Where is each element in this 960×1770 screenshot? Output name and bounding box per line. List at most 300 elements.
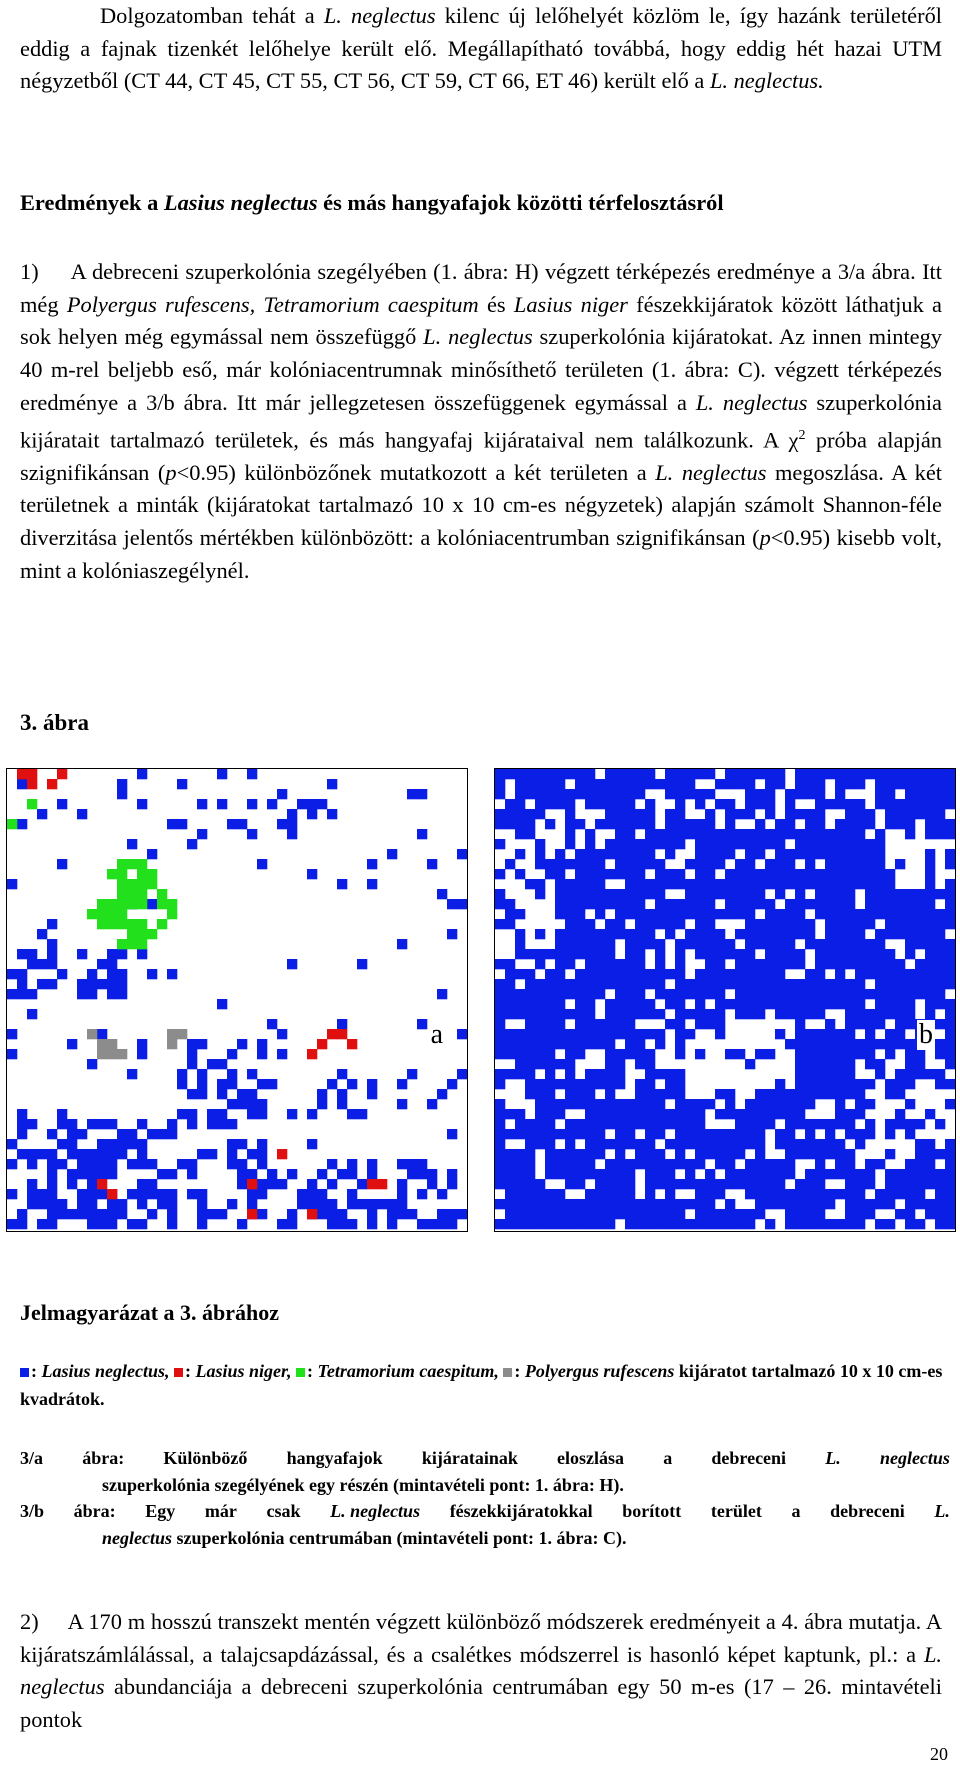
quadrat-neglectus <box>945 899 955 909</box>
quadrat-neglectus <box>675 989 685 999</box>
quadrat-neglectus <box>267 1079 277 1089</box>
quadrat-neglectus <box>825 999 835 1009</box>
quadrat-neglectus <box>785 1039 795 1049</box>
quadrat-neglectus <box>307 799 317 809</box>
quadrat-neglectus <box>755 1109 765 1119</box>
quadrat-neglectus <box>785 1139 795 1149</box>
quadrat-neglectus <box>775 819 785 829</box>
quadrat-neglectus <box>635 899 645 909</box>
quadrat-neglectus <box>935 929 945 939</box>
quadrat-neglectus <box>765 1099 775 1109</box>
quadrat-neglectus <box>585 1209 595 1219</box>
quadrat-tetramorium <box>137 899 147 909</box>
quadrat-neglectus <box>645 859 655 869</box>
quadrat-tetramorium <box>167 899 177 909</box>
quadrat-neglectus <box>217 1109 227 1119</box>
quadrat-neglectus <box>725 839 735 849</box>
quadrat-neglectus <box>755 1159 765 1169</box>
quadrat-neglectus <box>525 1219 535 1229</box>
quadrat-neglectus <box>735 1149 745 1159</box>
quadrat-neglectus <box>625 999 635 1009</box>
quadrat-neglectus <box>695 869 705 879</box>
quadrat-neglectus <box>695 949 705 959</box>
quadrat-neglectus <box>835 769 845 779</box>
quadrat-neglectus <box>895 909 905 919</box>
quadrat-neglectus <box>595 1189 605 1199</box>
quadrat-neglectus <box>775 939 785 949</box>
quadrat-neglectus <box>555 879 565 889</box>
quadrat-neglectus <box>845 769 855 779</box>
quadrat-neglectus <box>725 809 735 819</box>
quadrat-neglectus <box>117 1199 127 1209</box>
quadrat-neglectus <box>915 1149 925 1159</box>
quadrat-neglectus <box>257 1189 267 1199</box>
quadrat-neglectus <box>495 809 505 819</box>
quadrat-neglectus <box>695 1219 705 1229</box>
quadrat-neglectus <box>17 1109 27 1119</box>
quadrat-neglectus <box>865 1019 875 1029</box>
quadrat-neglectus <box>805 859 815 869</box>
quadrat-neglectus <box>417 1159 427 1169</box>
quadrat-neglectus <box>815 899 825 909</box>
quadrat-neglectus <box>805 789 815 799</box>
quadrat-neglectus <box>845 1059 855 1069</box>
quadrat-neglectus <box>595 1099 605 1109</box>
quadrat-neglectus <box>725 1049 735 1059</box>
quadrat-neglectus <box>525 1179 535 1189</box>
quadrat-neglectus <box>247 1099 257 1109</box>
quadrat-neglectus <box>377 1199 387 1209</box>
quadrat-neglectus <box>297 799 307 809</box>
figure-title: 3. ábra <box>20 710 89 735</box>
quadrat-neglectus <box>287 1109 297 1119</box>
quadrat-neglectus <box>665 1189 675 1199</box>
quadrat-neglectus <box>865 809 875 819</box>
quadrat-neglectus <box>805 1139 815 1149</box>
quadrat-neglectus <box>117 949 127 959</box>
quadrat-neglectus <box>825 869 835 879</box>
quadrat-neglectus <box>805 1149 815 1159</box>
quadrat-neglectus <box>137 1179 147 1189</box>
quadrat-neglectus <box>565 1059 575 1069</box>
quadrat-neglectus <box>935 1179 945 1189</box>
quadrat-neglectus <box>705 969 715 979</box>
quadrat-neglectus <box>795 1199 805 1209</box>
quadrat-neglectus <box>735 1139 745 1149</box>
quadrat-neglectus <box>885 959 895 969</box>
quadrat-neglectus <box>565 829 575 839</box>
quadrat-neglectus <box>705 1219 715 1229</box>
quadrat-neglectus <box>745 849 755 859</box>
quadrat-neglectus <box>535 1189 545 1199</box>
quadrat-neglectus <box>905 1179 915 1189</box>
quadrat-neglectus <box>107 959 117 969</box>
quadrat-neglectus <box>655 829 665 839</box>
quadrat-neglectus <box>117 1129 127 1139</box>
quadrat-neglectus <box>67 1129 77 1139</box>
quadrat-neglectus <box>57 1139 67 1149</box>
quadrat-neglectus <box>945 1189 955 1199</box>
quadrat-tetramorium <box>127 939 137 949</box>
quadrat-niger <box>307 1209 317 1219</box>
quadrat-neglectus <box>855 769 865 779</box>
quadrat-neglectus <box>945 769 955 779</box>
quadrat-neglectus <box>655 859 665 869</box>
quadrat-neglectus <box>815 969 825 979</box>
quadrat-neglectus <box>127 1159 137 1169</box>
quadrat-neglectus <box>515 799 525 809</box>
quadrat-neglectus <box>575 969 585 979</box>
quadrat-neglectus <box>645 1089 655 1099</box>
quadrat-neglectus <box>655 1129 665 1139</box>
quadrat-neglectus <box>875 939 885 949</box>
quadrat-neglectus <box>645 1219 655 1229</box>
quadrat-neglectus <box>595 859 605 869</box>
quadrat-neglectus <box>925 999 935 1009</box>
quadrat-neglectus <box>645 1119 655 1129</box>
quadrat-tetramorium <box>107 919 117 929</box>
quadrat-neglectus <box>725 1109 735 1119</box>
quadrat-neglectus <box>217 1119 227 1129</box>
quadrat-neglectus <box>865 899 875 909</box>
quadrat-neglectus <box>545 1059 555 1069</box>
quadrat-neglectus <box>895 959 905 969</box>
quadrat-neglectus <box>835 919 845 929</box>
quadrat-neglectus <box>665 899 675 909</box>
quadrat-neglectus <box>815 1039 825 1049</box>
quadrat-neglectus <box>735 899 745 909</box>
quadrat-neglectus <box>575 1129 585 1139</box>
quadrat-neglectus <box>87 1189 97 1199</box>
quadrat-niger <box>337 1029 347 1039</box>
quadrat-neglectus <box>655 869 665 879</box>
quadrat-neglectus <box>635 1059 645 1069</box>
quadrat-neglectus <box>735 959 745 969</box>
quadrat-neglectus <box>257 859 267 869</box>
quadrat-neglectus <box>495 889 505 899</box>
quadrat-neglectus <box>945 789 955 799</box>
quadrat-neglectus <box>535 1079 545 1089</box>
quadrat-neglectus <box>535 979 545 989</box>
quadrat-neglectus <box>347 1189 357 1199</box>
quadrat-neglectus <box>725 879 735 889</box>
quadrat-neglectus <box>227 1049 237 1059</box>
quadrat-neglectus <box>675 1049 685 1059</box>
quadrat-neglectus <box>845 839 855 849</box>
quadrat-neglectus <box>765 919 775 929</box>
quadrat-neglectus <box>705 899 715 909</box>
quadrat-neglectus <box>735 1179 745 1189</box>
quadrat-neglectus <box>555 899 565 909</box>
quadrat-neglectus <box>905 1019 915 1029</box>
quadrat-neglectus <box>915 769 925 779</box>
quadrat-neglectus <box>595 989 605 999</box>
quadrat-neglectus <box>775 1169 785 1179</box>
quadrat-neglectus <box>835 819 845 829</box>
quadrat-neglectus <box>845 1199 855 1209</box>
quadrat-neglectus <box>915 809 925 819</box>
quadrat-neglectus <box>437 989 447 999</box>
caption-3b-word: fészekkijáratokkal <box>449 1501 593 1521</box>
quadrat-neglectus <box>785 959 795 969</box>
quadrat-neglectus <box>97 1189 107 1199</box>
quadrat-neglectus <box>875 1009 885 1019</box>
quadrat-neglectus <box>495 1069 505 1079</box>
quadrat-neglectus <box>875 949 885 959</box>
quadrat-neglectus <box>137 1159 147 1169</box>
quadrat-neglectus <box>745 1099 755 1109</box>
quadrat-neglectus <box>367 1089 377 1099</box>
quadrat-neglectus <box>795 869 805 879</box>
quadrat-neglectus <box>835 929 845 939</box>
quadrat-neglectus <box>515 1069 525 1079</box>
quadrat-neglectus <box>675 1099 685 1109</box>
quadrat-neglectus <box>217 1209 227 1219</box>
quadrat-neglectus <box>895 1189 905 1199</box>
quadrat-neglectus <box>257 1079 267 1089</box>
quadrat-neglectus <box>645 1159 655 1169</box>
quadrat-neglectus <box>695 1129 705 1139</box>
quadrat-neglectus <box>735 909 745 919</box>
quadrat-neglectus <box>615 1199 625 1209</box>
quadrat-neglectus <box>805 839 815 849</box>
quadrat-neglectus <box>815 1049 825 1059</box>
quadrat-neglectus <box>695 1159 705 1169</box>
quadrat-neglectus <box>505 1009 515 1019</box>
quadrat-neglectus <box>575 879 585 889</box>
quadrat-neglectus <box>207 1149 217 1159</box>
quadrat-neglectus <box>765 1189 775 1199</box>
quadrat-neglectus <box>755 819 765 829</box>
quadrat-neglectus <box>367 1209 377 1219</box>
quadrat-neglectus <box>307 1109 317 1119</box>
quadrat-neglectus <box>177 819 187 829</box>
quadrat-neglectus <box>755 969 765 979</box>
quadrat-neglectus <box>715 1159 725 1169</box>
quadrat-neglectus <box>945 1049 955 1059</box>
quadrat-neglectus <box>825 769 835 779</box>
quadrat-neglectus <box>515 789 525 799</box>
quadrat-neglectus <box>775 1099 785 1109</box>
quadrat-tetramorium <box>117 859 127 869</box>
quadrat-tetramorium <box>127 879 137 889</box>
quadrat-neglectus <box>625 1099 635 1109</box>
quadrat-neglectus <box>885 799 895 809</box>
quadrat-neglectus <box>855 979 865 989</box>
quadrat-neglectus <box>127 1189 137 1199</box>
quadrat-neglectus <box>785 809 795 819</box>
quadrat-neglectus <box>945 1179 955 1189</box>
quadrat-neglectus <box>655 989 665 999</box>
quadrat-neglectus <box>745 1139 755 1149</box>
quadrat-neglectus <box>397 1189 407 1199</box>
quadrat-neglectus <box>515 1149 525 1159</box>
quadrat-neglectus <box>605 779 615 789</box>
quadrat-neglectus <box>625 989 635 999</box>
quadrat-neglectus <box>625 899 635 909</box>
quadrat-neglectus <box>925 1169 935 1179</box>
quadrat-neglectus <box>595 909 605 919</box>
quadrat-neglectus <box>865 1199 875 1209</box>
quadrat-neglectus <box>525 1209 535 1219</box>
quadrat-neglectus <box>835 1159 845 1169</box>
quadrat-neglectus <box>655 1179 665 1189</box>
quadrat-neglectus <box>535 879 545 889</box>
quadrat-neglectus <box>585 919 595 929</box>
quadrat-neglectus <box>495 1139 505 1149</box>
quadrat-neglectus <box>565 789 575 799</box>
quadrat-neglectus <box>555 979 565 989</box>
quadrat-neglectus <box>515 1059 525 1069</box>
quadrat-neglectus <box>545 789 555 799</box>
quadrat-neglectus <box>615 769 625 779</box>
quadrat-neglectus <box>785 1009 795 1019</box>
quadrat-neglectus <box>775 849 785 859</box>
quadrat-neglectus <box>595 1209 605 1219</box>
quadrat-neglectus <box>187 1039 197 1049</box>
quadrat-neglectus <box>945 1159 955 1169</box>
quadrat-tetramorium <box>147 869 157 879</box>
quadrat-neglectus <box>805 1179 815 1189</box>
quadrat-neglectus <box>635 1099 645 1109</box>
quadrat-neglectus <box>725 949 735 959</box>
quadrat-neglectus <box>695 849 705 859</box>
quadrat-neglectus <box>805 989 815 999</box>
quadrat-neglectus <box>277 1049 287 1059</box>
quadrat-neglectus <box>247 769 257 779</box>
quadrat-neglectus <box>795 1139 805 1149</box>
quadrat-neglectus <box>565 1179 575 1189</box>
quadrat-neglectus <box>197 1079 207 1089</box>
quadrat-tetramorium <box>117 889 127 899</box>
quadrat-neglectus <box>167 1209 177 1219</box>
quadrat-neglectus <box>227 1199 237 1209</box>
quadrat-neglectus <box>655 1209 665 1219</box>
quadrat-neglectus <box>845 1129 855 1139</box>
quadrat-neglectus <box>765 929 775 939</box>
quadrat-neglectus <box>495 1159 505 1169</box>
quadrat-neglectus <box>865 1179 875 1189</box>
quadrat-neglectus <box>545 1129 555 1139</box>
quadrat-neglectus <box>277 1179 287 1189</box>
quadrat-neglectus <box>765 859 775 869</box>
quadrat-neglectus <box>695 839 705 849</box>
quadrat-neglectus <box>585 979 595 989</box>
quadrat-neglectus <box>805 1199 815 1209</box>
quadrat-neglectus <box>575 919 585 929</box>
quadrat-neglectus <box>825 1039 835 1049</box>
quadrat-neglectus <box>605 1099 615 1109</box>
quadrat-neglectus <box>875 839 885 849</box>
quadrat-neglectus <box>87 1159 97 1169</box>
quadrat-neglectus <box>605 1109 615 1119</box>
quadrat-neglectus <box>525 1199 535 1209</box>
quadrat-neglectus <box>167 969 177 979</box>
quadrat-neglectus <box>945 1059 955 1069</box>
quadrat-neglectus <box>495 1079 505 1089</box>
quadrat-neglectus <box>525 989 535 999</box>
quadrat-neglectus <box>97 1029 107 1039</box>
quadrat-neglectus <box>755 1129 765 1139</box>
quadrat-neglectus <box>845 919 855 929</box>
quadrat-neglectus <box>655 1159 665 1169</box>
quadrat-neglectus <box>675 1149 685 1159</box>
quadrat-neglectus <box>47 1179 57 1189</box>
quadrat-neglectus <box>605 1069 615 1079</box>
quadrat-neglectus <box>875 1059 885 1069</box>
quadrat-neglectus <box>675 809 685 819</box>
quadrat-neglectus <box>615 1129 625 1139</box>
quadrat-neglectus <box>925 929 935 939</box>
quadrat-neglectus <box>885 929 895 939</box>
quadrat-neglectus <box>755 1119 765 1129</box>
quadrat-neglectus <box>775 1009 785 1019</box>
quadrat-neglectus <box>585 1009 595 1019</box>
caption-3b-word: Egy <box>145 1501 176 1521</box>
quadrat-neglectus <box>495 789 505 799</box>
quadrat-tetramorium <box>147 879 157 889</box>
quadrat-neglectus <box>945 1209 955 1219</box>
quadrat-neglectus <box>935 819 945 829</box>
quadrat-neglectus <box>785 929 795 939</box>
quadrat-neglectus <box>665 879 675 889</box>
quadrat-neglectus <box>545 859 555 869</box>
quadrat-neglectus <box>655 949 665 959</box>
quadrat-neglectus <box>495 1169 505 1179</box>
quadrat-neglectus <box>575 779 585 789</box>
quadrat-neglectus <box>515 939 525 949</box>
quadrat-neglectus <box>625 1119 635 1129</box>
quadrat-neglectus <box>755 849 765 859</box>
quadrat-neglectus <box>925 1149 935 1159</box>
quadrat-neglectus <box>785 1169 795 1179</box>
quadrat-neglectus <box>855 1209 865 1219</box>
quadrat-neglectus <box>705 1019 715 1029</box>
quadrat-neglectus <box>37 929 47 939</box>
quadrat-neglectus <box>795 1209 805 1219</box>
quadrat-neglectus <box>885 909 895 919</box>
quadrat-neglectus <box>447 1129 457 1139</box>
quadrat-niger <box>367 1179 377 1189</box>
quadrat-neglectus <box>407 789 417 799</box>
quadrat-neglectus <box>935 1209 945 1219</box>
quadrat-neglectus <box>915 969 925 979</box>
quadrat-neglectus <box>117 1209 127 1219</box>
quadrat-tetramorium <box>7 819 17 829</box>
quadrat-neglectus <box>217 1089 227 1099</box>
quadrat-neglectus <box>565 769 575 779</box>
quadrat-neglectus <box>845 869 855 879</box>
quadrat-neglectus <box>565 959 575 969</box>
quadrat-neglectus <box>785 939 795 949</box>
quadrat-neglectus <box>585 839 595 849</box>
quadrat-neglectus <box>665 1089 675 1099</box>
quadrat-neglectus <box>855 1169 865 1179</box>
quadrat-neglectus <box>705 869 715 879</box>
quadrat-neglectus <box>815 829 825 839</box>
quadrat-neglectus <box>865 1029 875 1039</box>
quadrat-neglectus <box>835 1089 845 1099</box>
quadrat-neglectus <box>905 799 915 809</box>
quadrat-neglectus <box>785 899 795 909</box>
quadrat-neglectus <box>555 1079 565 1089</box>
quadrat-neglectus <box>845 1039 855 1049</box>
quadrat-neglectus <box>705 909 715 919</box>
quadrat-neglectus <box>635 1029 645 1039</box>
quadrat-neglectus <box>505 1159 515 1169</box>
quadrat-neglectus <box>427 1179 437 1189</box>
quadrat-neglectus <box>207 1059 217 1069</box>
